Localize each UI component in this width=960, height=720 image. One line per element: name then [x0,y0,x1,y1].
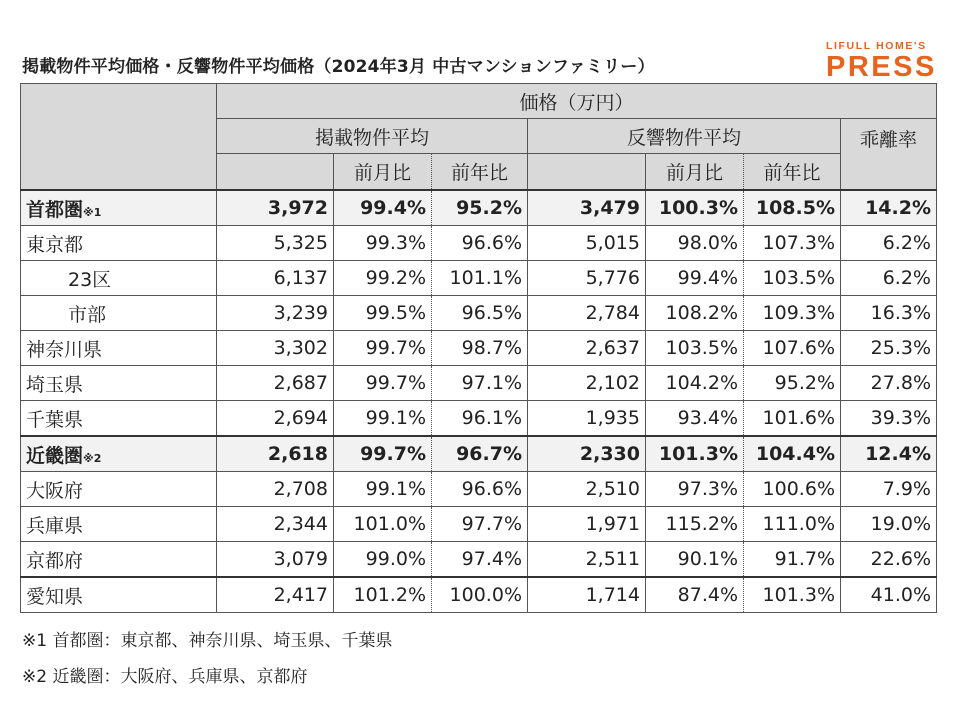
cell-response-price: 3,479 [528,190,646,226]
region-label: 愛知県 [26,585,84,608]
cell-response-mom: 104.2% [646,366,744,401]
cell-response-mom: 108.2% [646,296,744,331]
cell-response-price: 5,776 [528,261,646,296]
table-row [21,401,937,437]
footnote-2: ※2 近畿圏：大阪府、兵庫県、京都府 [22,667,308,687]
cell-listing-price: 2,344 [217,507,334,542]
cell-response-mom: 99.4% [646,261,744,296]
cell-listing-price: 3,079 [217,542,334,578]
footnote-1: ※1 首都圏：東京都、神奈川県、埼玉県、千葉県 [22,631,393,651]
cell-listing-mom: 99.5% [334,296,432,331]
table-row [21,331,937,366]
cell-divergence: 22.6% [841,542,937,578]
region-label: 千葉県 [26,408,84,431]
table-row [21,507,937,542]
cell-listing-yoy: 96.6% [432,226,528,261]
cell-divergence: 6.2% [841,226,937,261]
header-response-yoy: 前年比 [744,154,841,191]
header-listing-blank [217,154,334,191]
lifull-homes-press-logo[interactable] [826,40,942,81]
cell-response-yoy: 100.6% [744,472,841,507]
cell-listing-mom: 99.4% [334,190,432,226]
table-row [21,472,937,507]
cell-response-yoy: 107.3% [744,226,841,261]
region-footnote-mark: ※2 [83,451,102,465]
cell-response-yoy: 108.5% [744,190,841,226]
cell-listing-yoy: 96.5% [432,296,528,331]
cell-listing-price: 2,417 [217,577,334,613]
table-row [21,261,937,296]
logo-top-text: LIFULL HOME'S [826,40,927,52]
cell-listing-price: 2,618 [217,436,334,472]
cell-response-yoy: 107.6% [744,331,841,366]
cell-listing-price: 2,708 [217,472,334,507]
cell-listing-yoy: 98.7% [432,331,528,366]
header-listing-mom: 前月比 [334,154,432,191]
row-region-name [21,436,217,472]
cell-listing-mom: 101.2% [334,577,432,613]
header-row-1 [21,84,937,119]
table-row [21,226,937,261]
cell-divergence: 27.8% [841,366,937,401]
cell-listing-mom: 99.7% [334,436,432,472]
header-listing-avg: 掲載物件平均 [217,119,528,154]
cell-divergence: 19.0% [841,507,937,542]
cell-listing-price: 2,687 [217,366,334,401]
cell-response-yoy: 91.7% [744,542,841,578]
cell-response-yoy: 111.0% [744,507,841,542]
cell-listing-yoy: 97.7% [432,507,528,542]
logo-main-text: PRESS [826,51,937,83]
row-region-name [21,226,217,261]
cell-response-yoy: 101.6% [744,401,841,437]
cell-response-price: 2,637 [528,331,646,366]
region-label: 京都府 [26,549,84,572]
cell-response-mom: 97.3% [646,472,744,507]
cell-divergence: 39.3% [841,401,937,437]
table-title: 掲載物件平均価格・反響物件平均価格（2024年3月 中古マンションファミリー） [22,57,655,77]
cell-listing-mom: 99.3% [334,226,432,261]
row-region-name [21,261,217,296]
cell-listing-price: 5,325 [217,226,334,261]
cell-response-price: 2,510 [528,472,646,507]
cell-listing-yoy: 100.0% [432,577,528,613]
cell-response-mom: 115.2% [646,507,744,542]
cell-response-price: 2,330 [528,436,646,472]
table-row [21,577,937,613]
cell-divergence: 7.9% [841,472,937,507]
cell-listing-mom: 101.0% [334,507,432,542]
cell-divergence: 12.4% [841,436,937,472]
cell-listing-yoy: 95.2% [432,190,528,226]
cell-listing-yoy: 101.1% [432,261,528,296]
cell-divergence: 14.2% [841,190,937,226]
cell-response-mom: 98.0% [646,226,744,261]
cell-response-yoy: 101.3% [744,577,841,613]
row-region-name [21,190,217,226]
cell-divergence: 25.3% [841,331,937,366]
cell-listing-mom: 99.2% [334,261,432,296]
region-label: 埼玉県 [26,373,84,396]
cell-response-price: 5,015 [528,226,646,261]
cell-listing-price: 6,137 [217,261,334,296]
cell-listing-price: 3,972 [217,190,334,226]
cell-divergence: 6.2% [841,261,937,296]
table-row [21,542,937,578]
header-divergence: 乖離率 [841,119,937,191]
cell-response-mom: 100.3% [646,190,744,226]
cell-listing-mom: 99.1% [334,472,432,507]
cell-listing-yoy: 97.4% [432,542,528,578]
region-label: 東京都 [26,233,84,256]
header-listing-yoy: 前年比 [432,154,528,191]
header-price: 価格（万円） [217,84,937,119]
cell-response-price: 1,971 [528,507,646,542]
cell-response-mom: 101.3% [646,436,744,472]
region-label: 首都圏 [26,198,84,221]
cell-divergence: 41.0% [841,577,937,613]
cell-divergence: 16.3% [841,296,937,331]
table-row [21,436,937,472]
region-footnote-mark: ※1 [83,205,102,219]
cell-response-price: 1,935 [528,401,646,437]
cell-listing-mom: 99.1% [334,401,432,437]
cell-listing-mom: 99.0% [334,542,432,578]
cell-response-yoy: 103.5% [744,261,841,296]
region-label: 兵庫県 [26,514,84,537]
row-region-name [21,331,217,366]
table-row [21,366,937,401]
row-region-name [21,296,217,331]
cell-response-mom: 87.4% [646,577,744,613]
row-region-name [21,507,217,542]
price-table [20,83,937,613]
cell-response-mom: 93.4% [646,401,744,437]
cell-listing-yoy: 96.7% [432,436,528,472]
cell-response-price: 2,784 [528,296,646,331]
cell-listing-price: 3,302 [217,331,334,366]
region-label: 近畿圏 [26,444,84,467]
region-label: 神奈川県 [26,338,103,361]
header-response-avg: 反響物件平均 [528,119,841,154]
table-row [21,296,937,331]
row-region-name [21,577,217,613]
cell-response-yoy: 104.4% [744,436,841,472]
cell-response-price: 2,102 [528,366,646,401]
cell-response-yoy: 95.2% [744,366,841,401]
region-label: 23区 [68,268,112,291]
header-response-mom: 前月比 [646,154,744,191]
cell-listing-mom: 99.7% [334,366,432,401]
header-response-blank [528,154,646,191]
row-region-name [21,472,217,507]
row-region-name [21,366,217,401]
header-corner [21,84,217,191]
cell-listing-yoy: 96.6% [432,472,528,507]
row-region-name [21,542,217,578]
table-row [21,190,937,226]
cell-listing-yoy: 97.1% [432,366,528,401]
region-label: 市部 [68,303,107,326]
cell-response-mom: 103.5% [646,331,744,366]
cell-listing-price: 2,694 [217,401,334,437]
region-label: 大阪府 [26,479,84,502]
cell-response-price: 2,511 [528,542,646,578]
cell-listing-mom: 99.7% [334,331,432,366]
cell-listing-price: 3,239 [217,296,334,331]
row-region-name [21,401,217,437]
cell-response-price: 1,714 [528,577,646,613]
cell-response-yoy: 109.3% [744,296,841,331]
cell-response-mom: 90.1% [646,542,744,578]
cell-listing-yoy: 96.1% [432,401,528,437]
